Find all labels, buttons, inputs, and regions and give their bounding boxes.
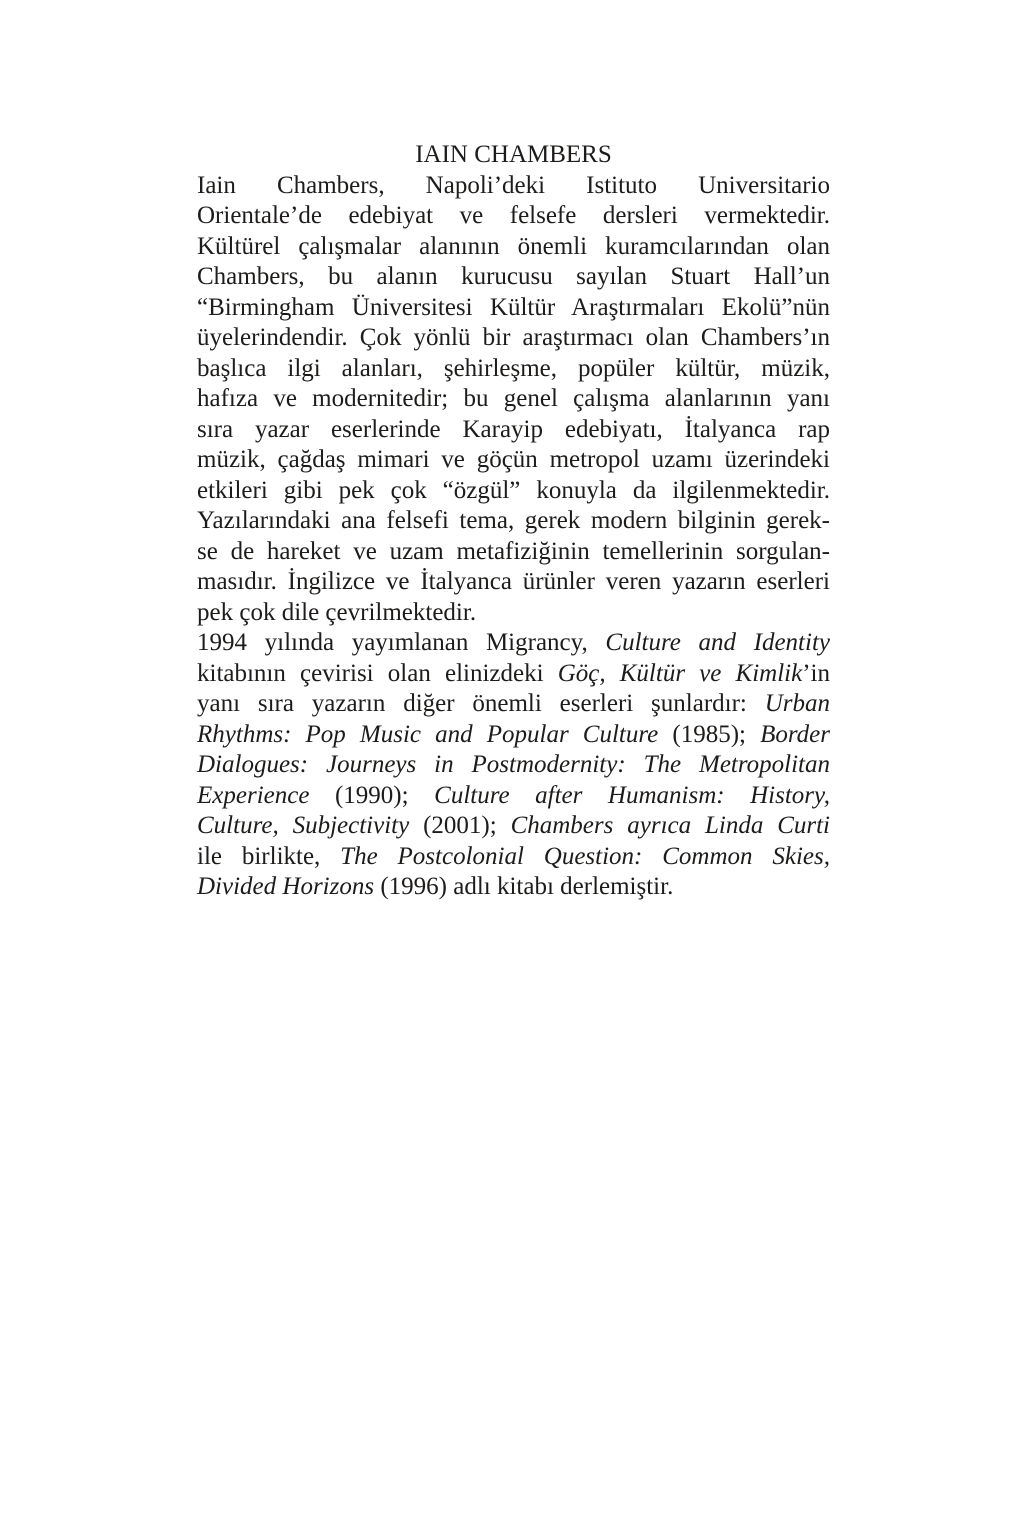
text-segment: ile birlikte, bbox=[197, 842, 341, 870]
text-line-p1-8 bbox=[197, 384, 830, 415]
text-line-p2-9 bbox=[197, 872, 830, 903]
italic-text-segment: Culture and Identity bbox=[605, 629, 830, 656]
text-line-p1-1 bbox=[197, 171, 830, 202]
italic-text-segment: Culture after Humanism: History, bbox=[434, 781, 830, 809]
text-line-p1-4 bbox=[197, 262, 830, 293]
text-line-p1-15 bbox=[197, 598, 830, 629]
text-line-p2-3 bbox=[197, 689, 830, 720]
italic-text-segment: Göç, Kültür ve Kimlik bbox=[557, 659, 803, 687]
text-segment: Orientale’de edebiyat ve felsefe dersleri vermektedir. bbox=[197, 202, 830, 229]
text-line-p2-8 bbox=[197, 842, 830, 873]
text-segment: Iain Chambers, Napoli’deki Istituto Universitario bbox=[197, 171, 830, 199]
text-segment: kitabının çevirisi olan elinizdeki bbox=[197, 659, 558, 687]
text-segment: (2001); bbox=[409, 812, 511, 839]
text-line-p2-7 bbox=[197, 811, 830, 842]
text-line-p1-3 bbox=[197, 232, 830, 263]
text-segment: (1996) adlı kitabı derlemiştir. bbox=[374, 873, 674, 900]
text-line-p1-2 bbox=[197, 201, 830, 232]
text-segment: (1990); bbox=[309, 781, 435, 809]
body-text bbox=[197, 140, 830, 903]
text-line-p1-11 bbox=[197, 476, 830, 507]
text-line-p2-5 bbox=[197, 750, 830, 781]
italic-text-segment: Urban bbox=[764, 690, 830, 717]
text-segment: ’in bbox=[802, 659, 830, 687]
text-segment: yanı sıra yazarın diğer önemli eserleri şunlardır: bbox=[197, 690, 765, 717]
text-segment: sıra yazar eserlerinde Karayip edebiyatı, İtalyanca rap bbox=[197, 415, 830, 443]
text-segment: hafıza ve modernitedir; bu genel çalışma alanlarının yanı bbox=[197, 385, 830, 412]
text-segment: (1985); bbox=[658, 720, 761, 748]
italic-text-segment: Rhythms: Pop Music and Popular Culture bbox=[197, 720, 659, 748]
text-segment: pek çok dile çevrilmektedir. bbox=[197, 598, 477, 626]
text-segment: se de hareket ve uzam metafiziğinin temellerinin sorgulan- bbox=[197, 537, 830, 565]
text-line-p1-12 bbox=[197, 506, 830, 537]
text-segment: etkileri gibi pek çok “özgül” konuyla da ilgilenmektedir. bbox=[197, 476, 830, 504]
italic-text-segment: The Postcolonial Question: Common Skies, bbox=[340, 842, 830, 870]
text-line-p2-4 bbox=[197, 720, 830, 751]
italic-text-segment: Culture, Subjectivity bbox=[197, 812, 410, 839]
text-segment: başlıca ilgi alanları, şehirleşme, popüler kültür, müzik, bbox=[197, 354, 830, 382]
text-line-p1-9 bbox=[197, 415, 830, 446]
text-segment: masıdır. İngilizce ve İtalyanca ürünler veren yazarın eserleri bbox=[197, 568, 830, 595]
text-line-p1-6 bbox=[197, 323, 830, 354]
text-line-p1-14 bbox=[197, 567, 830, 598]
text-line-p2-2 bbox=[197, 659, 830, 690]
page-title: IAIN CHAMBERS bbox=[415, 141, 612, 168]
text-line-p1-7 bbox=[197, 354, 830, 385]
text-segment: 1994 yılında yayımlanan Migrancy, bbox=[197, 629, 606, 656]
italic-text-segment: Experience bbox=[197, 781, 310, 809]
italic-text-segment: Border bbox=[760, 720, 830, 748]
text-segment: üyelerindendir. Çok yönlü bir araştırmacı olan Chambers’ın bbox=[197, 324, 830, 351]
text-segment: “Birmingham Üniversitesi Kültür Araştırmaları Ekolü”nün bbox=[197, 293, 830, 321]
text-segment: Kültürel çalışmalar alanının önemli kuramcılarından olan bbox=[197, 232, 830, 260]
text-line-p1-5 bbox=[197, 293, 830, 324]
italic-text-segment: Chambers ayrıca Linda Curti bbox=[510, 812, 831, 839]
italic-text-segment: Divided Horizons bbox=[197, 873, 375, 900]
text-segment: Yazılarındaki ana felsefi tema, gerek modern bilginin gerek- bbox=[197, 507, 830, 534]
italic-text-segment: Dialogues: Journeys in Postmodernity: The Metropolitan bbox=[197, 751, 830, 778]
text-line-p1-10 bbox=[197, 445, 830, 476]
text-segment: Chambers, bu alanın kurucusu sayılan Stuart Hall’un bbox=[197, 263, 830, 290]
text-segment: müzik, çağdaş mimari ve göçün metropol uzamı üzerindeki bbox=[197, 446, 830, 473]
text-line-p2-6 bbox=[197, 781, 830, 812]
text-line-p1-13 bbox=[197, 537, 830, 568]
text-line-p2-1 bbox=[197, 628, 830, 659]
